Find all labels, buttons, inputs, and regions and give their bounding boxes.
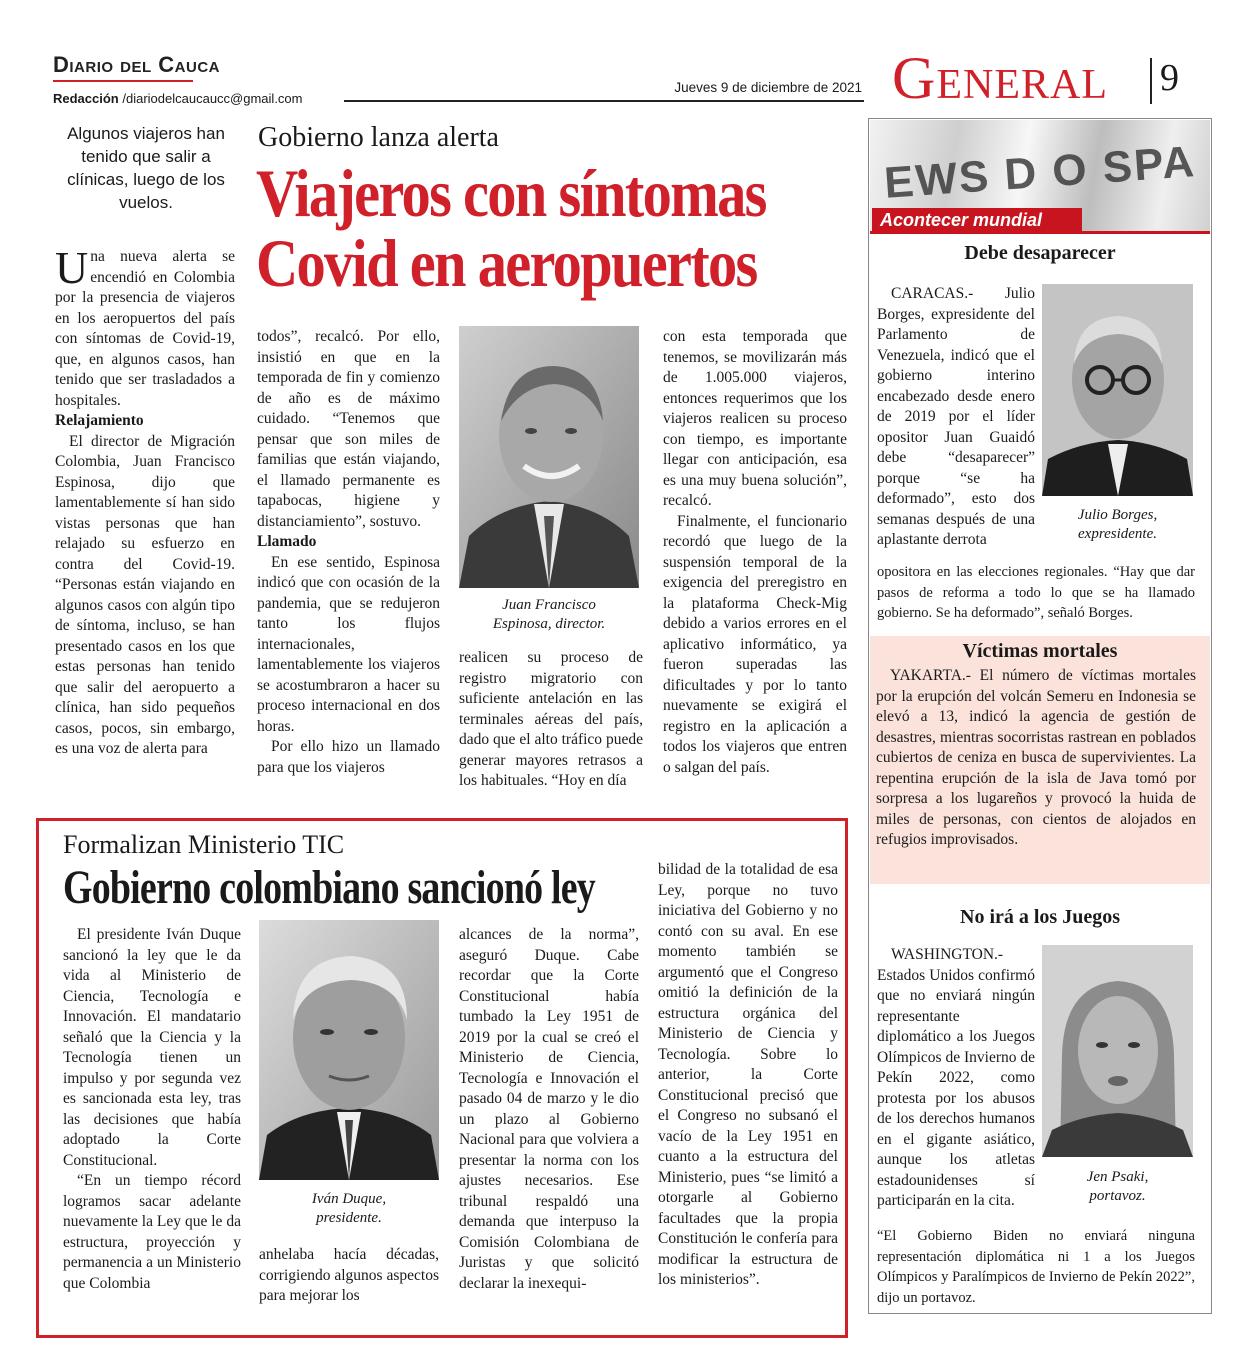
banner-red-rule — [870, 231, 1210, 234]
banner-letters: EWS D O SPA — [882, 137, 1198, 208]
photo-ivan-duque — [259, 920, 439, 1180]
tic-col1 — [63, 925, 241, 1313]
sidebar-item1-p2: opositora en las elecciones regionales. “Hay que dar pasos de reforma a todo lo que se ha llamado gobierno. Se ha deformado”, señaló Borges. — [877, 564, 1195, 621]
redaccion-email[interactable]: /diariodelcaucaucc@gmail.com — [122, 91, 303, 106]
main-headline-line2: Covid en aeropuertos — [256, 225, 757, 301]
main-col2 — [257, 327, 440, 813]
sidebar-item1-text-top — [877, 284, 1035, 564]
caption-ivan-line2: presidente. — [316, 1210, 382, 1226]
main-col4-p2: Finalmente, el funcionario recordó que luego de la suspensión temporal de la exigencia del preregistro en la plataforma Check-Mig debido a varios errores en el aplicativo informático, ya fueron superadas las dificultades y por lo tanto nuevamente se exigirá el registro en la aplicación a todos los viajeros que entren o salgan del país. — [663, 512, 847, 776]
ivan-duque-portrait-icon — [259, 920, 439, 1180]
caption-jen-line1: Jen Psaki, — [1086, 1169, 1149, 1185]
caption-ivan-duque — [259, 1190, 439, 1228]
main-headline — [256, 155, 772, 301]
subhead-llamado: Llamado — [257, 533, 317, 550]
main-lead-text: na nueva alerta se encendió en Colombia por la presencia de viajeros en los aeropuertos del país con síntomas de Covid-19, que, en algunos casos, han tenido que ser trasladados a hospitales. — [55, 248, 235, 409]
caption-julio-line2: expresidente. — [1078, 526, 1157, 542]
caption-julio-line1: Julio Borges, — [1077, 507, 1158, 523]
sidebar-banner-label: Acontecer mundial — [872, 208, 1082, 232]
main-col4-p1: con esta temporada que tenemos, se movilizarán más de 1.005.000 viajeros, entonces requerimos que los viajeros realicen su proceso con tiempo, es importante llegar con anticipación, esa es una muy buena solución”, recalcó. — [663, 328, 847, 509]
sidebar-item2-text — [876, 666, 1196, 880]
main-lead — [55, 247, 235, 411]
pull-quote: Algunos viajeros han tenido que salir a clínicas, luego de los vuelos. — [67, 124, 225, 212]
photo-julio-borges — [1042, 284, 1193, 496]
caption-juan-francisco — [459, 596, 639, 634]
tic-headline: Gobierno colombiano sancionó ley — [63, 861, 595, 914]
main-col1-p2: El director de Migración Colombia, Juan Francisco Espinosa, dijo que lamentablemente sí han sido vistas personas que han relajado su esfuerzo en contra del Covid-19. “Personas están viajando en algunos casos con algún tipo de síntoma, incluso, se han presentado casos en los que estas personas han tenido que salir del aeropuerto a clínica, han sido pequeños casos, pocos, sin embargo, es una voz de alerta para — [55, 432, 235, 757]
tic-col2 — [259, 1245, 439, 1309]
main-col3 — [459, 648, 643, 814]
redaccion-line — [53, 91, 302, 106]
page-number: 9 — [1160, 57, 1179, 99]
tic-kicker: Formalizan Ministerio TIC — [63, 830, 345, 859]
main-col4 — [663, 327, 847, 814]
tic-col4-p1: bilidad de la totalidad de esa Ley, porque no tuvo iniciativa del Gobierno y no contó con su aval. En ese momento también se argumentó que el Congreso omitió la definición de la estructura orgánica del Ministerio de Ciencia y Tecnología. Sobre lo anterior, la Corte Constitucional precisó que el Congreso no subsanó el vacío de la Ley 1951 en cuanto a la estructura del Ministerio, pues “se limitó a otorgarle al Gobierno facultades que la propia Constitución le confería para modificar la estructura de los ministerios”. — [658, 861, 838, 1288]
julio-borges-portrait-icon — [1042, 284, 1193, 496]
sidebar-item2-title: Víctimas mortales — [962, 640, 1118, 662]
main-col2-p1: todos”, recalcó. Por ello, insistió en que en la temporada de fin y comienzo de año es de máximo cuidado. “Tenemos que pensar que son miles de familias que están viajando, el llamado permanente es tapabocas, higiene y distanciamiento”, sostuvo. — [257, 328, 440, 530]
sidebar-item3-p2: “El Gobierno Biden no enviará ninguna representación diplomática ni 1 a los Juegos Olímpicos y Paralímpicos de Invierno de Pekín 2022”, dijo un portavoz. — [877, 1228, 1195, 1306]
caption-julio-borges — [1042, 506, 1193, 544]
main-col1 — [55, 247, 235, 813]
sidebar-item2-p1: YAKARTA.- El número de víctimas mortales por la erupción del volcán Semeru en Indonesia se elevó a 13, indicó la agencia de gestión de desastres, mientras socorristas rastrean en poblados cubiertos de ceniza en busca de supervivientes. La repentina erupción de la isla de Java tomó por sorpresa a los lugareños y provocó la huida de miles de personas, con cientos de alojados en refugios improvisados. — [876, 667, 1196, 848]
drop-cap: U — [55, 247, 89, 293]
sidebar-item3-p1: WASHINGTON.- Estados Unidos confirmó que no enviará ningún representante diplomático a los Juegos Olímpicos de Invierno de Pekín 2022, como protesta por los abusos de los derechos humanos en el gigante asiático, aunque los atletas estadounidenses sí participarán en la cita. — [877, 946, 1035, 1209]
main-kicker: Gobierno lanza alerta — [258, 122, 499, 153]
caption-juan-line2: Espinosa, director. — [492, 616, 606, 632]
sidebar-item3-title: No irá a los Juegos — [960, 906, 1120, 928]
tic-col1-p2: “En un tiempo récord logramos sacar adelante nuevamente la Ley que le da estructura, proyección y permanencia a un Ministerio que Colombia — [63, 1172, 241, 1292]
caption-jen-psaki — [1042, 1168, 1193, 1206]
main-col3-p1: realicen su proceso de registro migratorio con suficiente antelación en las terminales aéreas del país, dado que el alto tráfico puede generar mayores retrasos a los habituales. “Hoy en día — [459, 649, 643, 789]
caption-ivan-line1: Iván Duque, — [311, 1191, 387, 1207]
subhead-relajamiento: Relajamiento — [55, 412, 144, 429]
tic-col3-p1: alcances de la norma”, aseguró Duque. Cabe recordar que la Corte Constitucional había tumbado la Ley 1951 de 2019 por la cual se creó el Ministerio de Ciencia, Tecnología e Innovación el pasado 04 de marzo y le dio un plazo al Gobierno Nacional para que volviera a presentar la norma con los ajustes necesarios. Ese tribunal respaldó una demanda que interpuso la Comisión Colombiana de Juristas y que solicitó declarar la inexequi- — [459, 926, 639, 1292]
main-col2-p2: En ese sentido, Espinosa indicó que con ocasión de la pandemia, que se redujeron tanto los flujos internacionales, lamentablemente los viajeros se acostumbraron a hacer su proceso internacional en dos horas. — [257, 553, 440, 735]
photo-jen-psaki — [1042, 945, 1193, 1157]
header-rule — [344, 100, 864, 102]
section-title: General — [892, 45, 1108, 111]
jen-psaki-portrait-icon — [1042, 945, 1193, 1157]
edition-date: Jueves 9 de diciembre de 2021 — [674, 80, 862, 95]
sidebar-item3-text-top — [877, 945, 1035, 1225]
section-divider — [1150, 58, 1152, 104]
sidebar-item1-title: Debe desaparecer — [964, 242, 1116, 264]
photo-juan-francisco — [459, 326, 639, 588]
caption-jen-line2: portavoz. — [1089, 1188, 1146, 1204]
redaccion-label: Redacción — [53, 91, 119, 106]
tic-col3 — [459, 925, 639, 1313]
tic-col2-p1: anhelaba hacía décadas, corrigiendo algunos aspectos para mejorar los — [259, 1246, 439, 1304]
main-col2-p3: Por ello hizo un llamado para que los viajeros — [257, 738, 440, 776]
sidebar-item1-text-bottom — [877, 562, 1195, 626]
juan-francisco-portrait-icon — [459, 326, 639, 588]
paper-name-underline — [53, 80, 193, 82]
paper-name: Diario del Cauca — [53, 52, 220, 77]
sidebar-item3-text-bottom — [877, 1226, 1195, 1310]
sidebar-item1-p1: CARACAS.- Julio Borges, expresidente del Parlamento de Venezuela, indicó que el gobierno interino encabezado desde enero de 2019 por el líder opositor Juan Guaidó debe “desaparecer” porque “se ha deformado”, esto dos semanas después de una aplastante derrota — [877, 285, 1035, 548]
tic-col4 — [658, 860, 838, 1313]
caption-juan-line1: Juan Francisco — [502, 597, 596, 613]
tic-col1-p1: El presidente Iván Duque sancionó la ley que le da vida al Ministerio de Ciencia, Tecnología e Innovación. El mandatario señaló que la Ciencia y la Tecnología tienen un impulso y por segunda vez es sancionada esta ley, tras las decisiones que había adoptado la Corte Constitucional. — [63, 926, 241, 1169]
main-headline-line1: Viajeros con síntomas — [256, 155, 766, 231]
